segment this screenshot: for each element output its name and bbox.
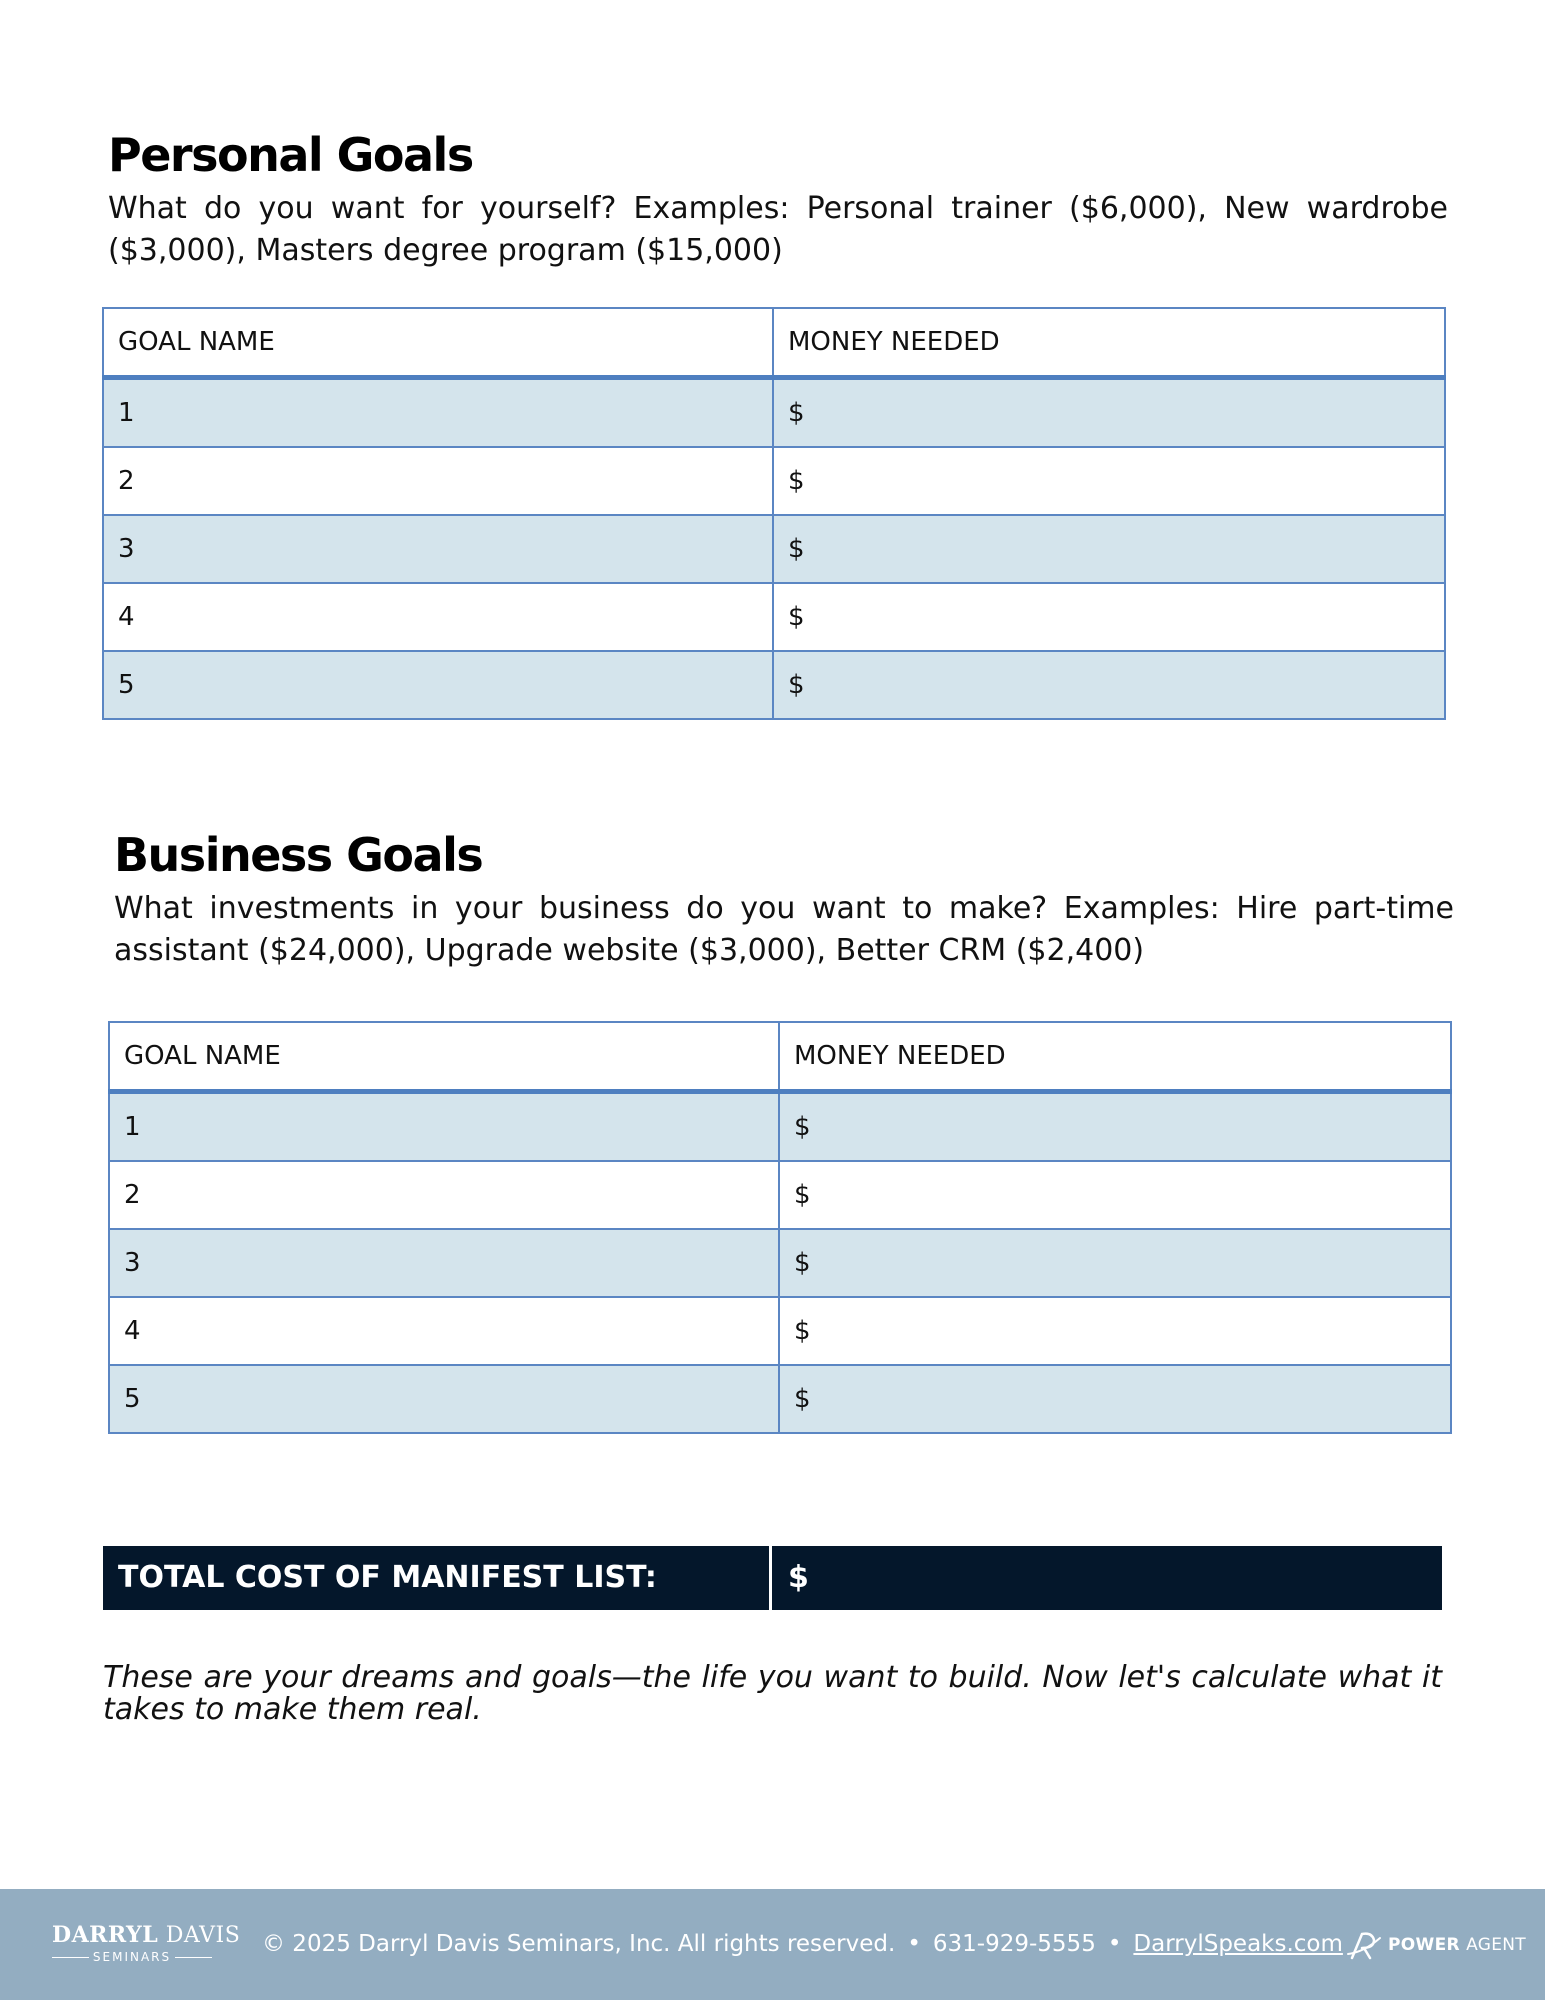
goal-name-cell[interactable]: 2 — [109, 1161, 779, 1229]
goal-name-cell[interactable]: 5 — [103, 651, 773, 719]
goal-name-cell[interactable]: 4 — [109, 1297, 779, 1365]
goal-name-cell[interactable]: 3 — [109, 1229, 779, 1297]
separator: • — [907, 1931, 921, 1957]
logo-last-name: DAVIS — [165, 1923, 241, 1948]
money-needed-cell[interactable]: $ — [773, 583, 1445, 651]
money-needed-cell[interactable]: $ — [779, 1229, 1451, 1297]
goal-name-header: GOAL NAME — [103, 308, 773, 378]
table-row — [109, 1229, 1451, 1297]
table-row — [109, 1297, 1451, 1365]
table-row — [103, 651, 1445, 719]
copyright-text: © 2025 Darryl Davis Seminars, Inc. All rights reserved. — [262, 1931, 896, 1957]
personal-goals-table — [102, 307, 1446, 720]
goal-name-cell[interactable]: 3 — [103, 515, 773, 583]
power-agent-bold: POWER — [1388, 1935, 1460, 1955]
logo-first-name: DARRYL — [52, 1922, 159, 1948]
money-needed-cell[interactable]: $ — [779, 1161, 1451, 1229]
goal-name-header: GOAL NAME — [109, 1022, 779, 1092]
table-header-row — [103, 308, 1445, 378]
personal-goals-heading: Personal Goals — [108, 128, 473, 182]
power-agent-mark-icon — [1346, 1928, 1382, 1962]
money-needed-cell[interactable]: $ — [779, 1297, 1451, 1365]
goal-name-cell[interactable]: 5 — [109, 1365, 779, 1433]
money-needed-header: MONEY NEEDED — [779, 1022, 1451, 1092]
total-cost-label: TOTAL COST OF MANIFEST LIST: — [103, 1546, 772, 1610]
money-needed-cell[interactable]: $ — [773, 651, 1445, 719]
table-row — [103, 583, 1445, 651]
business-goals-heading: Business Goals — [114, 828, 483, 882]
power-agent-logo — [1346, 1923, 1526, 1967]
business-goals-table — [108, 1021, 1452, 1434]
table-row — [103, 378, 1445, 448]
personal-goals-intro: What do you want for yourself? Examples: Personal trainer ($6,000), New wardrobe ($3,000), Masters degree program ($15,000) — [108, 191, 1448, 268]
darryl-davis-logo — [52, 1922, 241, 1967]
phone-number: 631-929-5555 — [932, 1931, 1096, 1957]
goal-name-cell[interactable]: 2 — [103, 447, 773, 515]
table-row — [109, 1365, 1451, 1433]
personal-goals-section — [108, 128, 1448, 272]
money-needed-cell[interactable]: $ — [773, 515, 1445, 583]
goal-name-cell[interactable]: 4 — [103, 583, 773, 651]
total-cost-value[interactable]: $ — [788, 1560, 809, 1595]
footer-info — [262, 1889, 1343, 2000]
table-row — [103, 447, 1445, 515]
closing-statement: These are your dreams and goals—the life you want to build. Now let's calculate what it takes to make them real. — [103, 1660, 1442, 1727]
table-row — [109, 1161, 1451, 1229]
business-goals-section — [114, 828, 1454, 972]
table-row — [103, 515, 1445, 583]
footer — [0, 1889, 1545, 2000]
money-needed-cell[interactable]: $ — [779, 1365, 1451, 1433]
power-agent-light: AGENT — [1466, 1935, 1526, 1955]
table-header-row — [109, 1022, 1451, 1092]
money-needed-cell[interactable]: $ — [773, 378, 1445, 448]
money-needed-cell[interactable]: $ — [773, 447, 1445, 515]
money-needed-header: MONEY NEEDED — [773, 308, 1445, 378]
goal-name-cell[interactable]: 1 — [109, 1092, 779, 1162]
total-cost-bar — [103, 1546, 1442, 1610]
goal-name-cell[interactable]: 1 — [103, 378, 773, 448]
table-row — [109, 1092, 1451, 1162]
website-link[interactable]: DarrylSpeaks.com — [1133, 1931, 1343, 1957]
separator: • — [1107, 1931, 1122, 1957]
money-needed-cell[interactable]: $ — [779, 1092, 1451, 1162]
logo-subtitle: SEMINARS — [52, 1950, 212, 1964]
business-goals-intro: What investments in your business do you want to make? Examples: Hire part-time assistant ($24,000), Upgrade website ($3,000), Better CRM ($2,400) — [114, 891, 1454, 968]
